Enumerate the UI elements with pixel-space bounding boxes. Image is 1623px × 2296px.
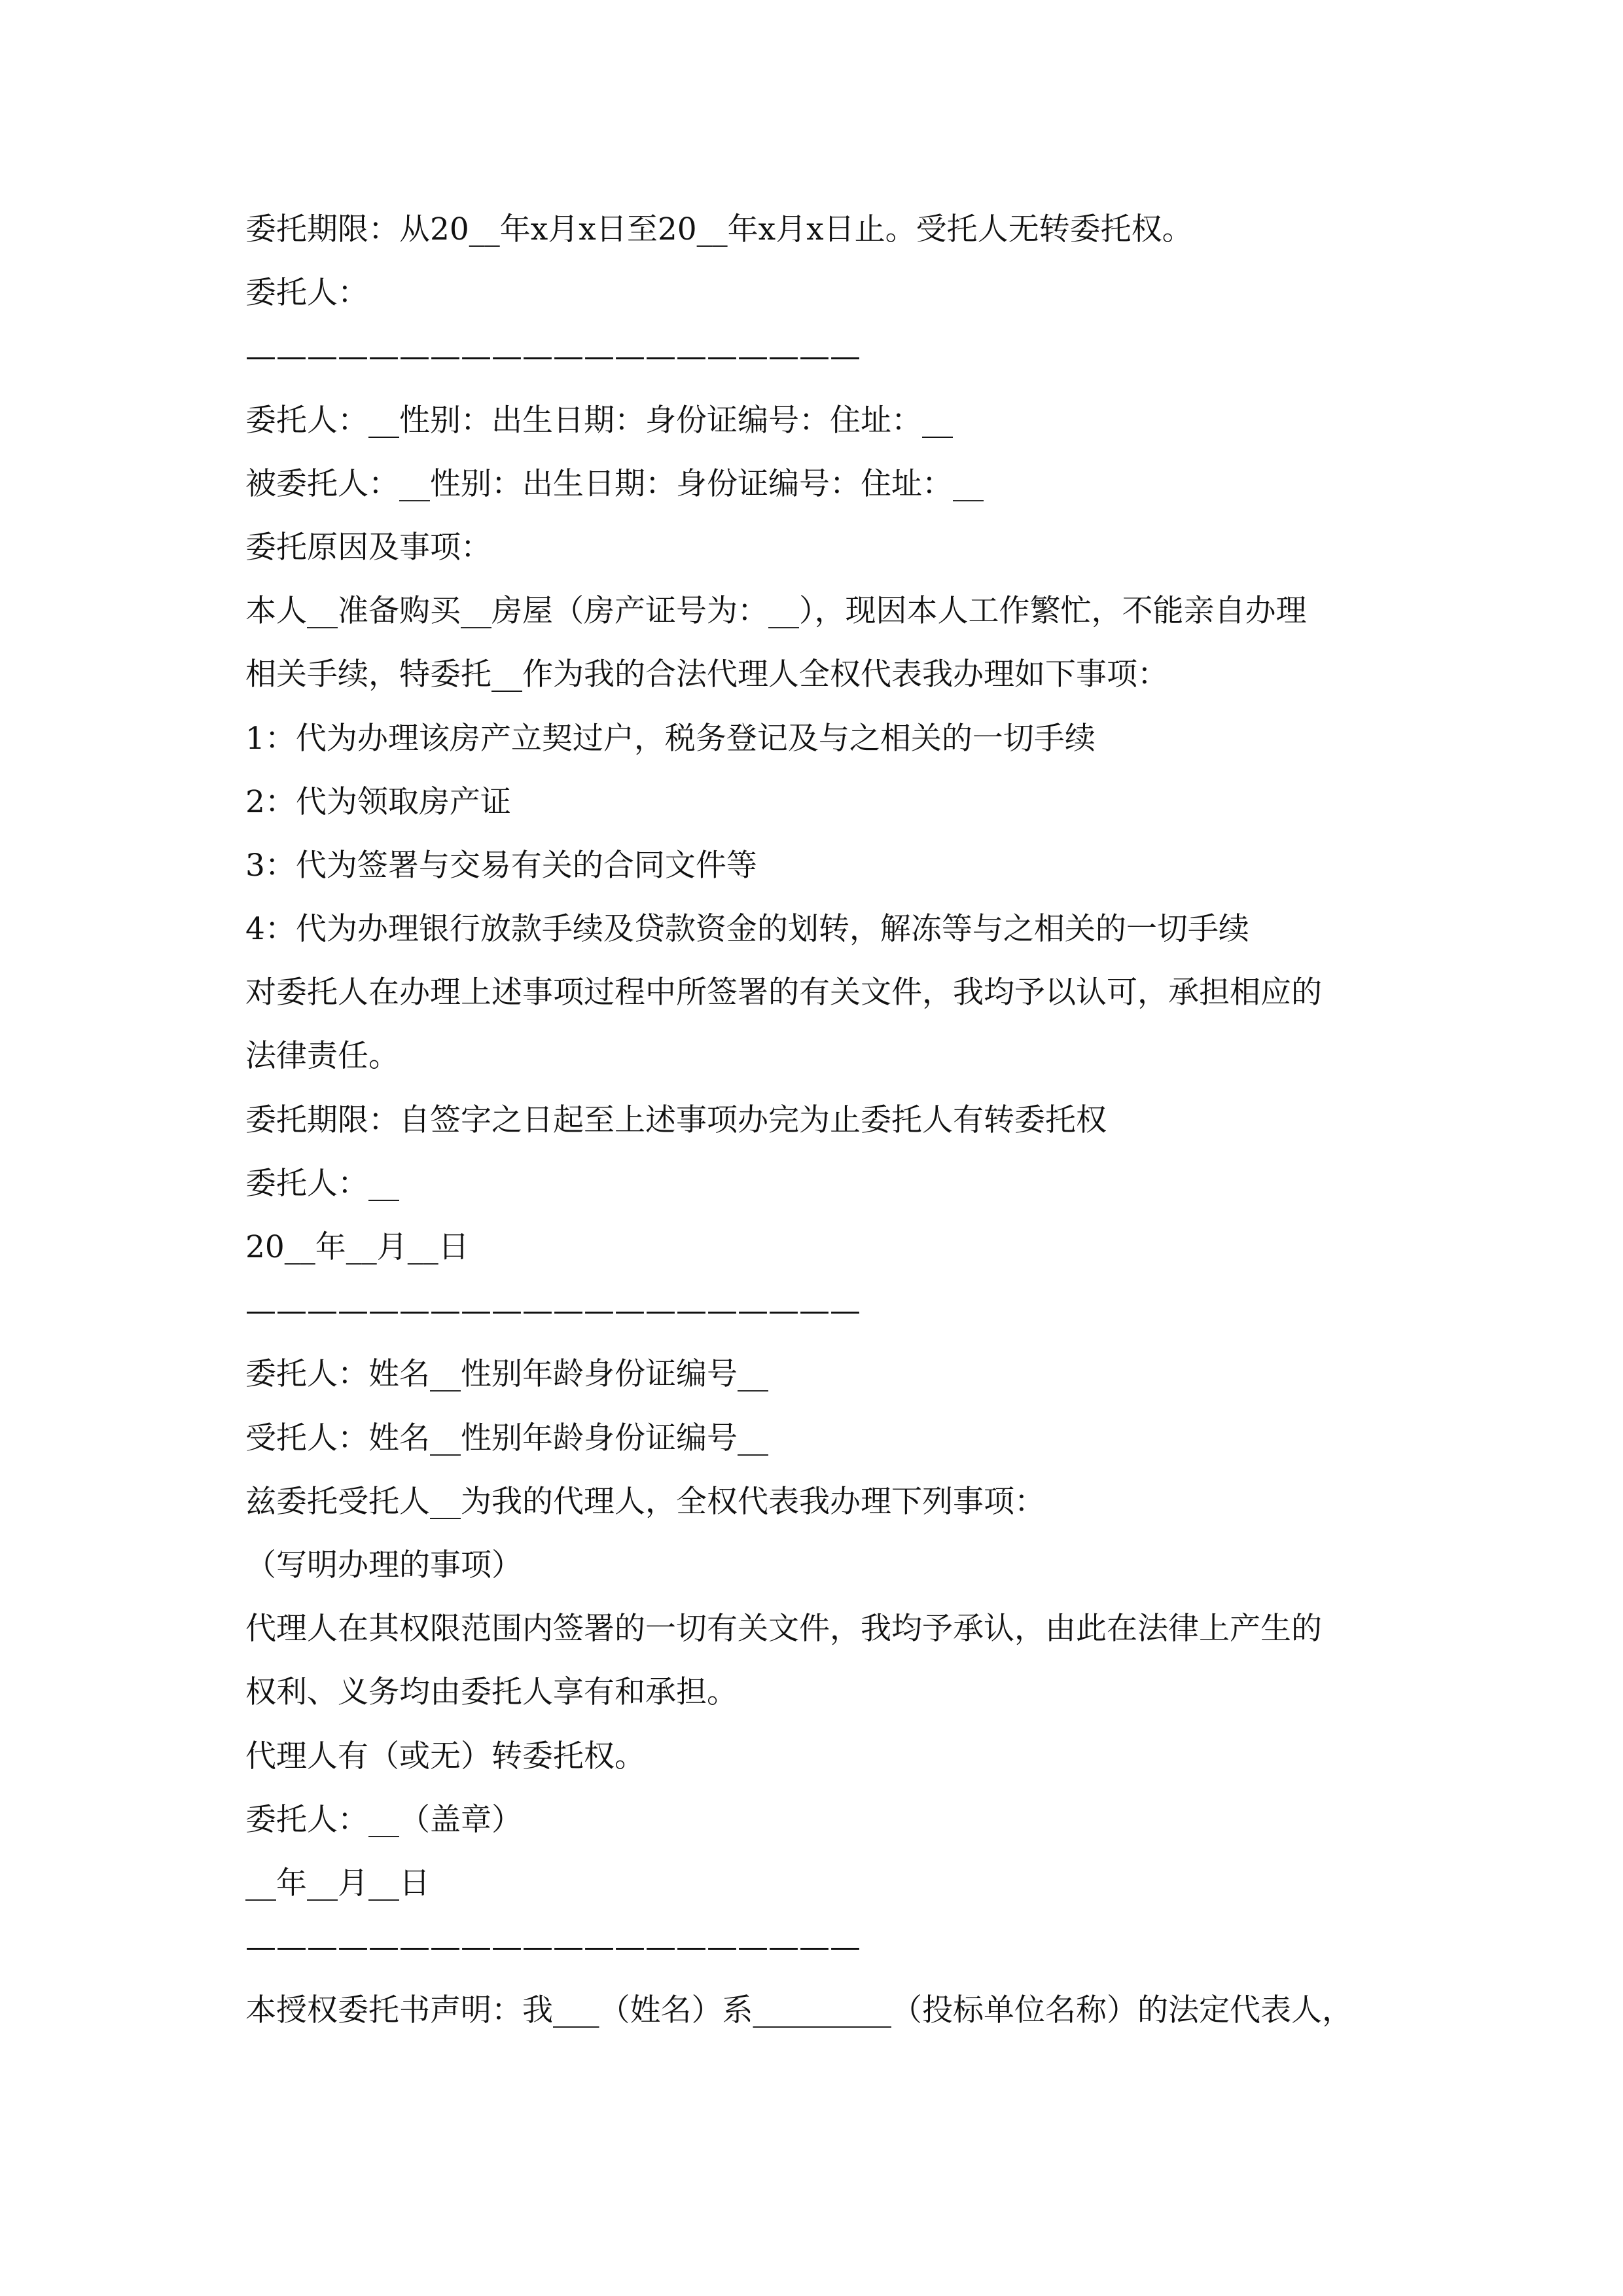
text-line: 2：代为领取房产证 [245,783,511,820]
text-line: 委托人：__ [245,1165,399,1202]
text-line: （写明办理的事项） [245,1547,522,1583]
text-line: 权利、义务均由委托人享有和承担。 [245,1674,738,1711]
text-line: 法律责任。 [245,1038,399,1075]
section-divider: ———————————————————— [245,1293,861,1329]
text-line: 代理人有（或无）转委托权。 [245,1738,645,1774]
text-line: 委托期限：自签字之日起至上述事项办完为止委托人有转委托权 [245,1102,1107,1138]
text-line: 4：代为办理银行放款手续及贷款资金的划转，解冻等与之相关的一切手续 [245,911,1249,948]
text-line: 兹委托受托人__为我的代理人，全权代表我办理下列事项： [245,1483,1045,1520]
text-line: 代理人在其权限范围内签署的一切有关文件，我均予承认，由此在法律上产生的 [245,1611,1322,1647]
text-line: 委托人：姓名__性别年龄身份证编号__ [245,1356,768,1393]
text-line: 委托人： [245,275,368,312]
text-line: 委托人：__（盖章） [245,1801,522,1838]
text-line: 委托人：__性别：出生日期：身份证编号：住址：__ [245,402,953,439]
text-line: __年__月__日 [245,1865,430,1901]
text-line: 被委托人：__性别：出生日期：身份证编号：住址：__ [245,465,984,502]
section-divider: ———————————————————— [245,338,861,375]
text-line: 3：代为签署与交易有关的合同文件等 [245,847,757,884]
text-line: 受托人：姓名__性别年龄身份证编号__ [245,1420,768,1456]
text-line: 对委托人在办理上述事项过程中所签署的有关文件，我均予以认可，承担相应的 [245,975,1322,1011]
text-line: 本人__准备购买__房屋（房产证号为：__），现因本人工作繁忙，不能亲自办理 [245,593,1307,630]
document-body [245,198,1404,2042]
text-line: 本授权委托书声明：我___（姓名）系_________（投标单位名称）的法定代表人， [245,1992,1353,2029]
section-divider: ———————————————————— [245,1929,861,1965]
text-line: 委托期限：从20__年x月x日至20__年x月x日止。受托人无转委托权。 [245,211,1193,247]
text-line: 相关手续，特委托__作为我的合法代理人全权代表我办理如下事项： [245,656,1168,693]
text-line: 1：代为办理该房产立契过户，税务登记及与之相关的一切手续 [245,720,1096,757]
text-line: 20__年__月__日 [245,1229,469,1265]
text-line: 委托原因及事项： [245,529,491,565]
